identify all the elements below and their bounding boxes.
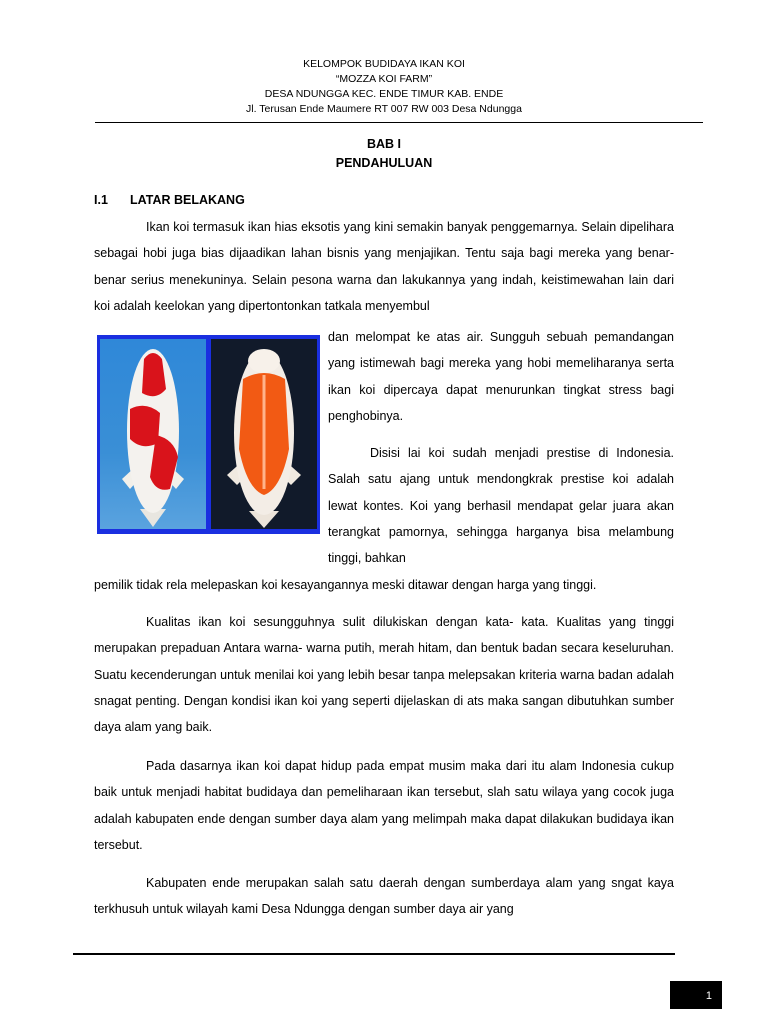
header-divider [95, 122, 703, 123]
orange-koi-photo [211, 339, 317, 529]
page-number: 1 [670, 981, 722, 1009]
koi-photos [97, 335, 320, 534]
letterhead-line-3: DESA NDUNGGA KEC. ENDE TIMUR KAB. ENDE [264, 88, 504, 100]
letterhead-line-4: Jl. Terusan Ende Maumere RT 007 RW 003 Desa Ndungga [246, 103, 522, 115]
paragraph-5: Kabupaten ende merupakan salah satu daerah dengan sumberdaya alam yang sngat kaya terkhusuh untuk wilayah kami Desa Ndungga dengan sumber daya air yang [94, 876, 674, 917]
letterhead [0, 57, 768, 117]
section-number: I.1 [94, 193, 108, 207]
kohaku-koi-photo [100, 339, 206, 529]
footer-divider [73, 953, 675, 955]
paragraph-3: Kualitas ikan koi sesungguhnya sulit dilukiskan dengan kata- kata. Kualitas yang tinggi merupakan prepaduan Antara warna- warna putih, merah hitam, dan bentuk badan secara keseluruhan. Suatu kecenderungan untuk menilai koi yang lebih besar tanpa melepsakan kriteria warna badan adalah snagat penting. Dengan kondisi ikan koi yang seperti dijelaskan di ats maka sangan dibutuhkan sumber daya alam yang baik. [94, 615, 674, 735]
section-title: LATAR BELAKANG [130, 193, 245, 207]
letterhead-line-2: “MOZZA KOI FARM” [335, 73, 433, 85]
letterhead-line-1: KELOMPOK BUDIDAYA IKAN KOI [303, 58, 465, 70]
section-heading [94, 193, 245, 207]
paragraph-2b: pemilik tidak rela melepaskan koi kesayangannya meski ditawar dengan harga yang tinggi. [94, 578, 597, 592]
paragraph-2a: Disisi lai koi sudah menjadi prestise di Indonesia. Salah satu ajang untuk mendongkrak prestise koi adalah lewat kontes. Koi yang berhasil mendapat gelar juara akan terangkat pamornya, sehingga harganya bisa melambung tinggi, bahkan [328, 446, 674, 566]
chapter-title: PENDAHULUAN [335, 156, 433, 170]
chapter-label: BAB I [366, 137, 402, 151]
paragraph-1b: dan melompat ke atas air. Sungguh sebuah pemandangan yang istimewah bagi mereka yang hobi memeliharanya serta ikan koi dipercaya dapat menurunkan tingkat stress bagi penghobinya. [328, 330, 674, 423]
paragraph-4: Pada dasarnya ikan koi dapat hidup pada empat musim maka dari itu alam Indonesia cukup baik untuk menjadi habitat budidaya dan pemeliharaan ikan tersebut, slah satu wilaya yang cocok juga adalah kabupaten ende dengan sumber daya alam yang melimpah maka dapat dilakukan budidaya ikan tersebut. [94, 759, 674, 852]
paragraph-1a: Ikan koi termasuk ikan hias eksotis yang kini semakin banyak penggemarnya. Selain dipelihara sebagai hobi juga bias dijaadikan lahan bisnis yang menjajikan. Tentu saja bagi mereka yang benar-benar serius menekuninya. Selain pesona warna dan lakukannya yang indah, keistimewahan lain dari koi adalah keelokan yang dipertontonkan tatkala menyembul [94, 220, 674, 313]
